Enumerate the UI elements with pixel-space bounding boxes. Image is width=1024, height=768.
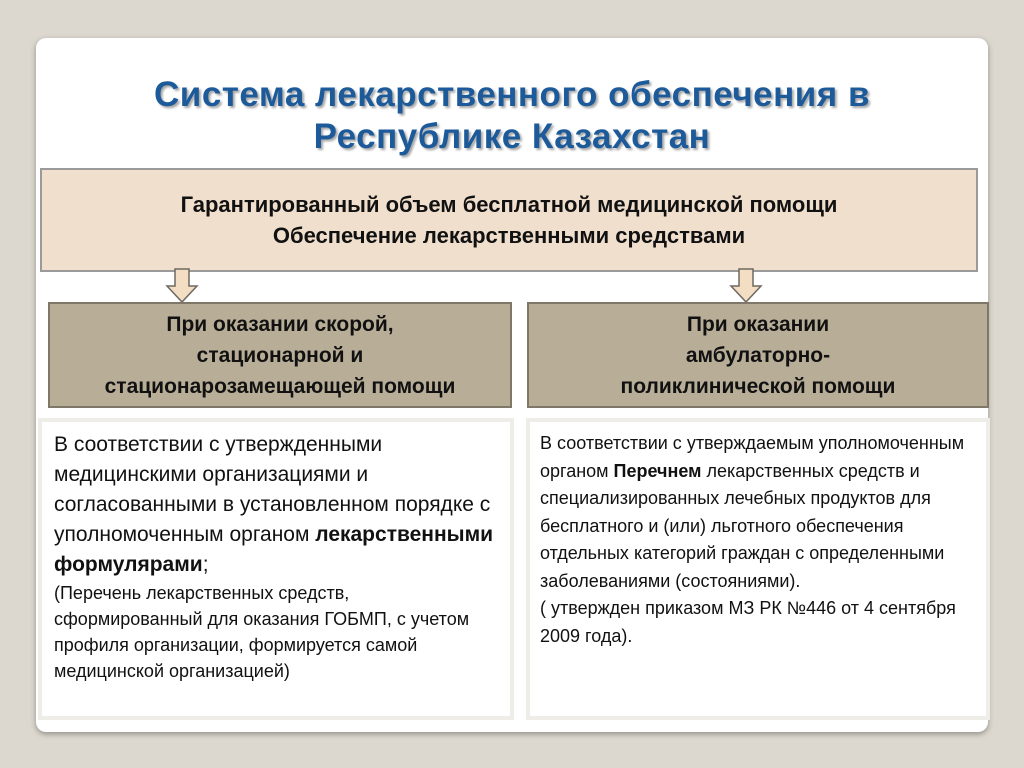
page-title: [0, 74, 1024, 158]
left-description-text: [54, 430, 498, 580]
banner-line-1: Гарантированный объем бесплатной медицинской помощи: [180, 192, 838, 217]
right-description-text: [540, 430, 976, 595]
right-description: [526, 418, 990, 720]
left-text-part-1: В соответствии с утвержденными медицинскими организациями и согласованными в установленном порядке с уполномоченным органом: [54, 433, 491, 546]
right-text-emphasis: Перечнем: [613, 460, 702, 481]
left-category-header: [48, 302, 512, 408]
banner-line-2: Обеспечение лекарственными средствами: [272, 223, 746, 248]
left-text-emphasis: лекарственными формулярами: [54, 523, 494, 576]
right-text-part-1: В соответствии с утверждаемым уполномоченным органом: [540, 433, 965, 481]
left-text-part-2: ;: [202, 553, 209, 576]
right-category-header: [527, 302, 989, 408]
right-header-line-1: При оказании: [686, 312, 830, 336]
left-header-line-2: стационарной и: [196, 343, 364, 367]
left-description: [38, 418, 514, 720]
arrow-down-icon: [728, 268, 764, 304]
title-line-2: Республике Казахстан: [313, 117, 711, 156]
right-description-note: ( утвержден приказом МЗ РК №446 от 4 сентября 2009 года).: [540, 598, 956, 646]
right-header-line-3: поликлинической помощи: [620, 374, 896, 398]
top-banner: [40, 168, 978, 272]
left-header-line-3: стационарозамещающей помощи: [104, 374, 456, 398]
right-text-part-2: лекарственных средств и специализированных лечебных продуктов для бесплатного и (или) льготного обеспечения отдельных категорий граждан с определенными заболеваниями (состояниями).: [540, 460, 945, 591]
left-header-line-1: При оказании скорой,: [166, 312, 394, 336]
title-line-1: Система лекарственного обеспечения в: [154, 75, 870, 114]
left-description-note: (Перечень лекарственных средств, сформированный для оказания ГОБМП, с учетом профиля организации, формируется самой медицинской организацией): [54, 583, 470, 681]
arrow-down-icon: [164, 268, 200, 304]
right-header-line-2: амбулаторно-: [685, 343, 831, 367]
